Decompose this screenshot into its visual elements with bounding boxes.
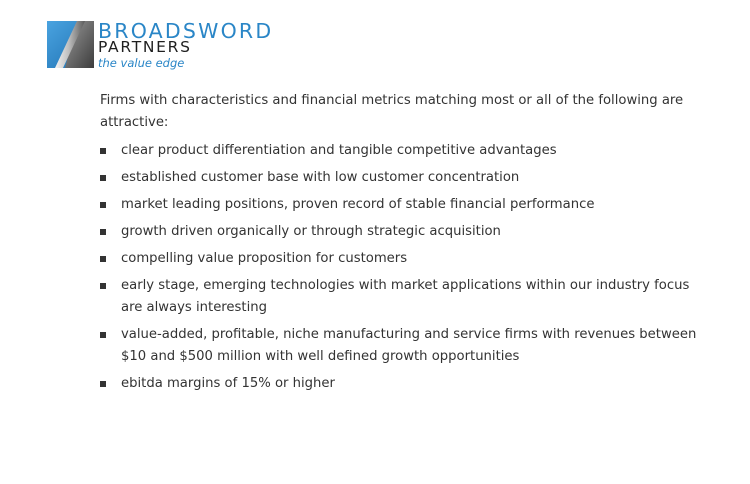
square-bullet-icon (100, 175, 106, 181)
criteria-item (100, 221, 700, 243)
square-bullet-icon (100, 256, 106, 262)
criteria-item-text: established customer base with low customer concentration (121, 170, 520, 185)
intro-text: Firms with characteristics and financial metrics matching most or all of the following are attractive: (100, 93, 684, 130)
square-bullet-icon (100, 148, 106, 154)
criteria-item-text: value-added, profitable, niche manufacturing and service firms with revenues between $10 and $500 million with well defined growth opportunities (121, 327, 697, 364)
criteria-item (100, 373, 700, 395)
criteria-item-text: clear product differentiation and tangible competitive advantages (121, 143, 557, 158)
criteria-item-text: ebitda margins of 15% or higher (121, 376, 335, 391)
broadsword-logo-mark-icon (47, 21, 94, 68)
criteria-item (100, 167, 700, 189)
criteria-item (100, 194, 700, 216)
criteria-item (100, 275, 700, 319)
square-bullet-icon (100, 229, 106, 235)
criteria-item (100, 324, 700, 368)
broadsword-logo[interactable] (47, 21, 327, 71)
criteria-item (100, 248, 700, 270)
brand-tagline: the value edge (98, 56, 185, 70)
criteria-item-text: growth driven organically or through strategic acquisition (121, 224, 501, 239)
criteria-item-text: compelling value proposition for customers (121, 251, 408, 266)
brand-name-line1: BROADSWORD (98, 19, 274, 43)
square-bullet-icon (100, 283, 106, 289)
square-bullet-icon (100, 381, 106, 387)
criteria-list (100, 140, 700, 395)
square-bullet-icon (100, 202, 106, 208)
criteria-item-text: early stage, emerging technologies with market applications within our industry focus are always interesting (121, 278, 690, 315)
criteria-item (100, 140, 700, 162)
criteria-item-text: market leading positions, proven record of stable financial performance (121, 197, 595, 212)
criteria-content (100, 90, 700, 400)
square-bullet-icon (100, 332, 106, 338)
brand-name-line2: PARTNERS (98, 38, 192, 56)
